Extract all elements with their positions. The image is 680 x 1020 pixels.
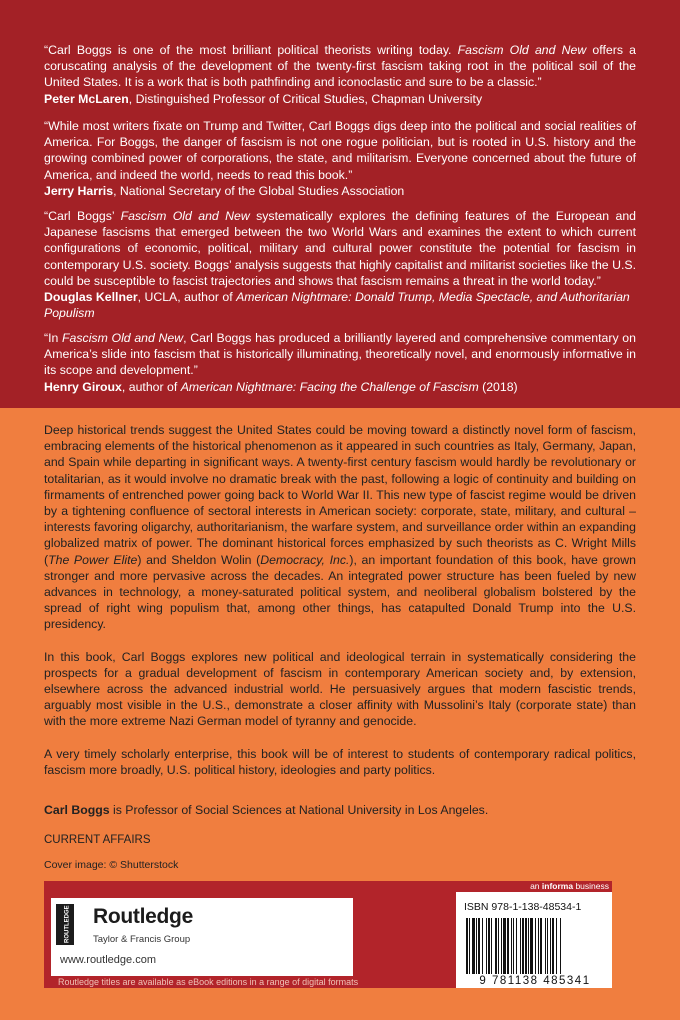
quote-attribution: Jerry Harris, National Secretary of the Global Studies Association: [44, 183, 405, 198]
informa-strip: [44, 881, 612, 892]
barcode-digits: 9 781138 485341: [479, 975, 591, 987]
routledge-logo-icon: [56, 904, 74, 945]
quote-attribution: Henry Giroux, author of American Nightmare: Facing the Challenge of Fascism (2018): [44, 379, 518, 394]
endorser-name: Peter McLaren: [44, 91, 129, 106]
author-bio: Carl Boggs is Professor of Social Sciences at National University in Los Angeles.: [44, 803, 489, 817]
endorser-name: Jerry Harris: [44, 183, 114, 198]
endorser-name: Henry Giroux: [44, 379, 122, 394]
publisher-panel: [51, 898, 353, 976]
description-paragraph: A very timely scholarly enterprise, this book will be of interest to students of contemporary radical politics, fascism more broadly, U.S. political history, ideologies and party politics.: [44, 746, 636, 777]
barcode-icon: [462, 918, 610, 976]
endorsement-quote: [44, 118, 636, 199]
informa-tagline: an informa business: [530, 881, 609, 891]
publisher-group: Taylor & Francis Group: [93, 934, 191, 945]
publisher-footer: [44, 892, 612, 988]
endorsement-quote: [44, 330, 636, 395]
cover-image-credit: Cover image: © Shutterstock: [44, 859, 179, 871]
isbn-label: ISBN 978-1-138-48534-1: [464, 901, 582, 913]
quote-attribution: Peter McLaren, Distinguished Professor of Critical Studies, Chapman University: [44, 91, 483, 106]
endorser-name: Douglas Kellner: [44, 290, 138, 305]
publisher-url: www.routledge.com: [60, 954, 156, 966]
author-name: Carl Boggs: [44, 803, 110, 817]
endorsements-panel: [0, 0, 680, 408]
endorsement-quote: [44, 42, 636, 107]
quote-text: “In Fascism Old and New, Carl Boggs has produced a brilliantly layered and comprehensive commentary on America’s slide into fascism that is historically illuminating, theoretically novel, and enormously informative in its scope and development.”: [44, 331, 636, 378]
quote-text: “Carl Boggs’ Fascism Old and New systematically explores the defining features of the European and Japanese fascisms that emerged between the two World Wars and examines the extent to which current configurations of economic, political, military and cultural power constitute the potential for fascism in contemporary U.S. society. Boggs’ analysis suggests that highly capitalist and militarist societies like the U.S. could be susceptible to fascist trajectories and shows that fascism remains a threat in the world today.”: [44, 209, 637, 288]
subject-category: CURRENT AFFAIRS: [44, 834, 151, 846]
endorsement-quote: [44, 208, 636, 321]
description-paragraph: Deep historical trends suggest the United States could be moving toward a distinctly novel form of fascism, embracing elements of the historical phenomenon as it appeared in such countries as Italy, Germany, Japan, and Spain while departing in significant ways. A twenty-first century fascism would hardly be revolutionary or totalitarian, as it would involve no dramatic break with the past, following a logic of continuity and building on firmaments of entrenched power going back to World War II. This new type of fascist regime would be driven by a tightening confluence of sectoral interests in American society: corporate, state, military, and cultural – interests favoring oligarchy, authoritarianism, the warfare system, and surveillance order within an expanding globalized matrix of power. The dominant historical forces emphasized by such theorists as C. Wright Mills (The Power Elite) and Sheldon Wolin (Democracy, Inc.), an important foundation of this book, have grown stronger and more pervasive across the decades. An integrated power structure has been fueled by new advances in technology, a money-saturated political system, and neoliberal globalism bolstered by the spread of right wing populism that, among other things, has catapulted Donald Trump into the U.S. presidency.: [44, 423, 636, 632]
quote-attribution: Douglas Kellner, UCLA, author of American Nightmare: Donald Trump, Media Spectacle, and Authoritarian Populism: [44, 290, 630, 321]
book-description: [44, 422, 636, 794]
publisher-name: Routledge: [93, 905, 193, 928]
quote-text: “Carl Boggs is one of the most brilliant political theorists writing today. Fascism Old and New offers a coruscating analysis of the development of the twenty-first fascism taking root in the political soil of the United States. It is a work that is both pathfinding and iconoclastic and sure to be a classic.”: [44, 43, 636, 90]
quote-text: “While most writers fixate on Trump and Twitter, Carl Boggs digs deep into the political and social realities of America. For Boggs, the danger of fascism is not one rogue politician, but is rooted in U.S. history and the growing combined power of corporations, the state, and militarism. Everyone concerned about the future of America, and indeed the world, needs to read this book.”: [44, 119, 636, 182]
barcode-panel: [456, 892, 612, 988]
ebook-note: Routledge titles are available as eBook editions in a range of digital formats: [58, 977, 359, 987]
description-paragraph: In this book, Carl Boggs explores new political and ideological terrain in systematically considering the prospects for a gradual development of fascism in contemporary American society and, by extension, elsewhere across the advanced industrial world. He persuasively argues that modern fascistic trends, arguably most visible in the U.S., demonstrate a closer affinity with Mussolini’s Italy (corporate state) than with the more extreme Nazi German model of tyranny and genocide.: [44, 649, 636, 729]
svg-text:ROUTLEDGE: ROUTLEDGE: [64, 905, 71, 943]
